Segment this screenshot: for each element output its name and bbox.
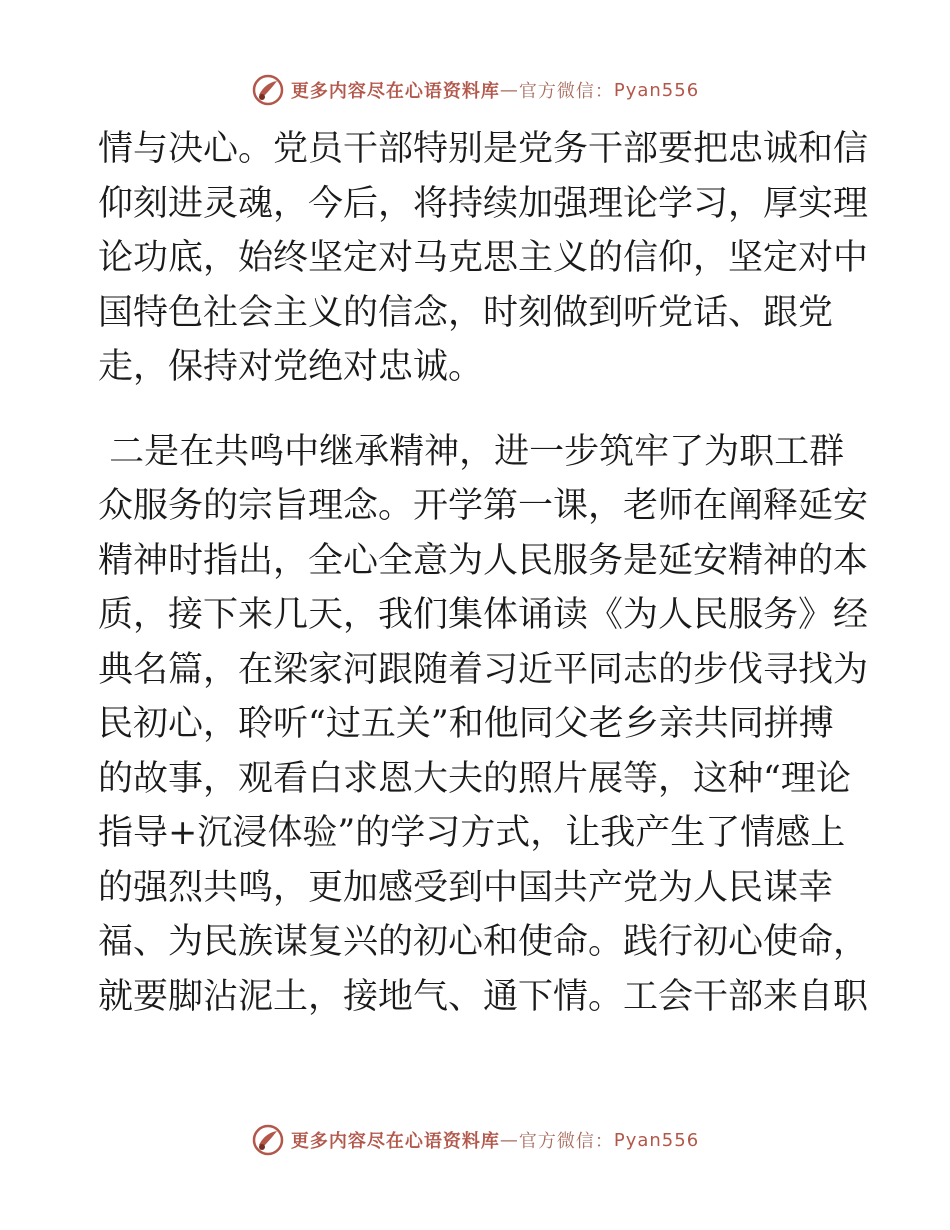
text-line: 仰刻进灵魂，今后，将持续加强理论学习，厚实理 — [98, 183, 869, 224]
header-wechat-label: 官方微信： — [518, 81, 614, 102]
brand-logo-icon — [251, 1123, 285, 1157]
document-body — [98, 122, 869, 1024]
paragraph-gap — [98, 395, 858, 425]
paragraph-2 — [98, 425, 869, 1025]
header-brand-text: 更多内容尽在心语资料库 — [290, 81, 500, 102]
text-line: 的故事，观看白求恩大夫的照片展等，这种“理论 — [98, 758, 851, 799]
text-line: 情与决心。党员干部特别是党务干部要把忠诚和信 — [98, 129, 869, 169]
text-line: 质，接下来几天，我们集体诵读《为人民服务》经 — [98, 595, 869, 635]
text-line: 民初心，聆听“过五关”和他同父老乡亲共同拼搏 — [98, 704, 834, 744]
paragraph-1 — [98, 122, 869, 395]
text-line: 走，保持对党绝对忠诚。 — [98, 347, 484, 387]
text-line: 二是在共鸣中继承精神，进一步筑牢了为职工群 — [98, 431, 845, 472]
footer-separator: — — [499, 1129, 519, 1151]
footer-wechat-label: 官方微信： — [518, 1131, 614, 1152]
text-line: 就要脚沾泥土，接地气、通下情。工会干部来自职 — [98, 976, 869, 1017]
header-watermark — [0, 70, 950, 110]
header-separator: — — [499, 79, 519, 101]
text-line: 众服务的宗旨理念。开学第一课，老师在阐释延安 — [98, 486, 869, 526]
footer-watermark — [0, 1120, 950, 1160]
text-line: 指导+沉浸体验”的学习方式，让我产生了情感上 — [98, 813, 846, 853]
footer-brand-text: 更多内容尽在心语资料库 — [290, 1131, 500, 1152]
text-line: 国特色社会主义的信念，时刻做到听党话、跟党 — [98, 292, 834, 333]
text-line: 论功底，始终坚定对马克思主义的信仰，坚定对中 — [98, 238, 869, 278]
text-line: 典名篇，在梁家河跟随着习近平同志的步伐寻找为 — [98, 649, 869, 690]
footer-account: Pyan556 — [613, 1129, 700, 1151]
brand-logo-icon — [251, 73, 285, 107]
header-account: Pyan556 — [613, 79, 700, 101]
text-line: 福、为民族谋复兴的初心和使命。践行初心使命， — [98, 922, 869, 962]
text-line: 精神时指出，全心全意为人民服务是延安精神的本 — [98, 540, 869, 581]
text-line: 的强烈共鸣，更加感受到中国共产党为人民谋幸 — [98, 867, 834, 908]
